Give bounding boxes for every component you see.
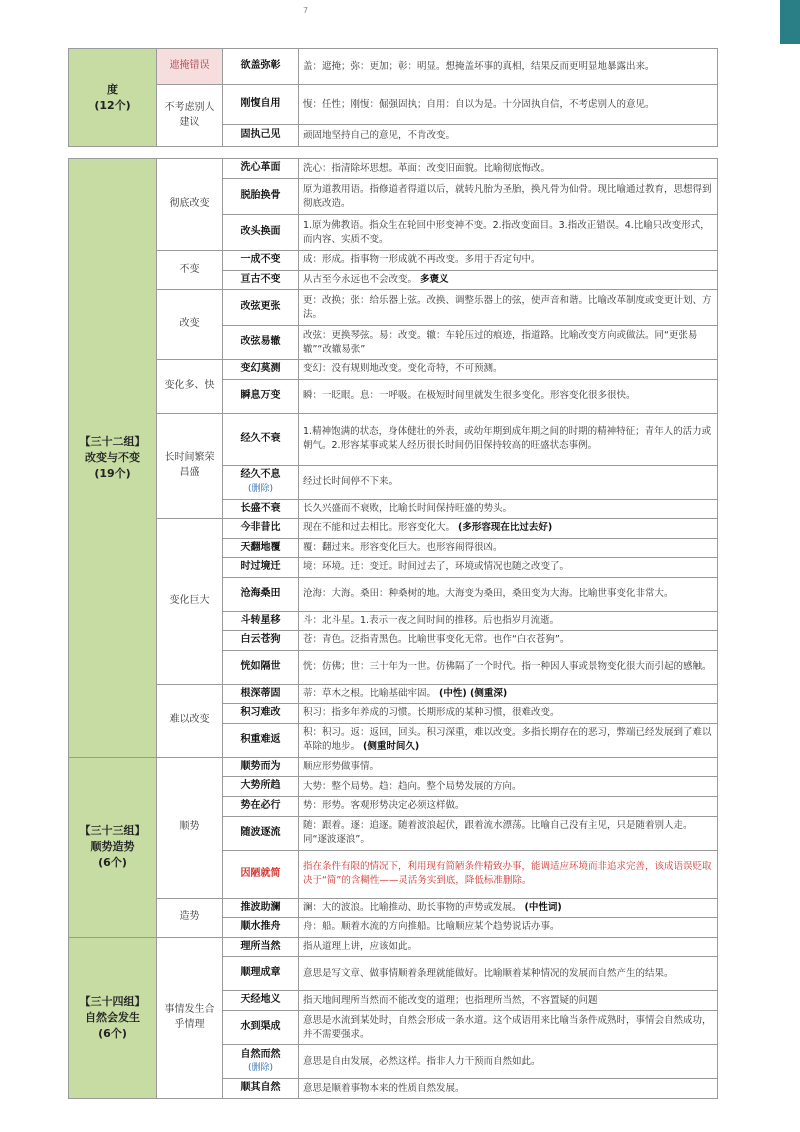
idiom: 推波助澜 (223, 898, 299, 918)
idiom: 白云苍狗 (223, 631, 299, 651)
definition: 积习：指多年养成的习惯。长期形成的某种习惯，很难改变。 (299, 704, 718, 724)
idiom: 顺其自然 (223, 1079, 299, 1099)
category-cell: 变化巨大 (157, 519, 223, 685)
definition: 意思是水流到某处时，自然会形成一条水道。这个成语用来比喻当条件成熟时，事情会自然成功，并不需要强求。 (299, 1011, 718, 1045)
group-count: (12个) (94, 98, 131, 112)
definition: 成：形成。指事物一形成就不再改变。多用于否定句中。 (299, 251, 718, 271)
idiom-text: 自然而然 (240, 1048, 281, 1060)
idiom: 今非昔比 (223, 519, 299, 539)
category-cell: 顺势 (157, 757, 223, 898)
idiom: 固执己见 (223, 125, 299, 147)
idiom: 恍如隔世 (223, 650, 299, 684)
definition: 改弦：更换琴弦。易：改变。辙：车轮压过的痕迹，指道路。比喻改变方向或做法。同“更张易辙”“改辙易张” (299, 326, 718, 360)
note: (侧重时间久) (363, 741, 420, 752)
category-cell: 变化多、快 (157, 360, 223, 414)
definition (299, 270, 718, 290)
definition-text: 蒂：草木之根。比喻基础牢固。 (303, 687, 437, 699)
idiom: 洗心革面 (223, 159, 299, 179)
category-cell: 事情发生合乎情理 (157, 937, 223, 1099)
page-mark: 7 (303, 6, 309, 15)
category-cell: 彻底改变 (157, 159, 223, 251)
definition-text: 澜：大的波浪。比喻推动、助长事物的声势或发展。 (303, 901, 522, 913)
note: (多形容现在比过去好) (458, 522, 553, 534)
group-sub: 改变与不变 (85, 450, 140, 464)
idiom: 脱胎换骨 (223, 179, 299, 215)
idiom: 水到渠成 (223, 1011, 299, 1045)
definition: 顽固地坚持自己的意见，不肯改变。 (299, 125, 718, 147)
idiom: 因陋就简 (223, 850, 299, 898)
idiom: 改弦更张 (223, 290, 299, 326)
category-cell: 难以改变 (157, 684, 223, 757)
idiom: 势在必行 (223, 797, 299, 817)
note: (中性) (侧重深) (439, 687, 508, 699)
group-sub: 自然会发生 (85, 1010, 140, 1024)
group-sub: 顺势造势 (90, 840, 135, 854)
definition: 势：形势。客观形势决定必须这样做。 (299, 797, 718, 817)
definition: 指从道理上讲，应该如此。 (299, 937, 718, 957)
idiom: 变幻莫测 (223, 360, 299, 380)
definition: 指天地间理所当然而不能改变的道理；也指理所当然，不容置疑的问题 (299, 991, 718, 1011)
idiom: 根深蒂固 (223, 684, 299, 704)
definition: 1.精神饱满的状态，身体健壮的外表，或幼年期到成年期之间的时期的精神特征；青年人的活力或朝气。2.形容某事或某人经历很长时间仍旧保持较高的旺盛状态事例。 (299, 413, 718, 465)
side-tab (780, 0, 800, 44)
note: 多褒义 (420, 273, 449, 285)
idiom: 时过境迁 (223, 558, 299, 578)
idiom: 天经地义 (223, 991, 299, 1011)
definition: 瞬：一眨眼。息：一呼吸。在极短时间里就发生很多变化。形容变化很多很快。 (299, 379, 718, 413)
group-label: 度 (107, 82, 118, 96)
table-top (68, 48, 718, 147)
delete-note: (删除) (247, 1063, 274, 1074)
definition: 盖：遮掩；弥：更加；彰：明显。想掩盖坏事的真相，结果反而更明显地暴露出来。 (299, 49, 718, 85)
note: (中性词) (524, 901, 562, 913)
group-cell (69, 49, 157, 147)
idiom: 积习难改 (223, 704, 299, 724)
definition: 恍：仿佛；世：三十年为一世。仿佛隔了一个时代。指一种因人事或景物变化很大而引起的感触。 (299, 650, 718, 684)
idiom: 改弦易辙 (223, 326, 299, 360)
category-cell: 不变 (157, 251, 223, 290)
definition: 顺应形势做事情。 (299, 757, 718, 777)
definition: 更：改换；张：给乐器上弦。改换、调整乐器上的弦，使声音和谐。比喻改革制度或变更计划、方法。 (299, 290, 718, 326)
idiom: 沧海桑田 (223, 577, 299, 611)
definition (299, 898, 718, 918)
definition: 随：跟着。逐：追逐。随着波浪起伏，跟着流水漂荡。比喻自己没有主见，只是随着别人走。同“逐波逐浪”。 (299, 816, 718, 850)
idiom: 大势所趋 (223, 777, 299, 797)
group-label: 【三十四组】 (79, 994, 146, 1008)
group-count: (19个) (94, 466, 131, 480)
idiom: 瞬息万变 (223, 379, 299, 413)
category-cell: 不考虑别人建议 (157, 85, 223, 147)
idiom: 改头换面 (223, 215, 299, 251)
idiom (223, 465, 299, 499)
definition (299, 723, 718, 757)
definition-text: 积：积习。返：返回，回头。积习深重，难以改变。多指长期存在的恶习，弊端已经发展到了难以革除的地步。 (303, 727, 712, 752)
category-cell: 遮掩错误 (157, 49, 223, 85)
idiom: 天翻地覆 (223, 538, 299, 558)
definition: 意思是顺着事物本来的性质自然发展。 (299, 1079, 718, 1099)
idiom: 经久不衰 (223, 413, 299, 465)
definition: 境：环境。迁：变迁。时间过去了，环境或情况也随之改变了。 (299, 558, 718, 578)
delete-note: (删除) (247, 483, 274, 494)
definition (299, 684, 718, 704)
definition: 经过长时间停不下来。 (299, 465, 718, 499)
idiom: 顺势而为 (223, 757, 299, 777)
definition-text: 从古至今永远也不会改变。 (303, 273, 418, 285)
group-label: 【三十三组】 (79, 824, 146, 838)
table-main (68, 158, 718, 1099)
definition: 意思是自由发展，必然这样。指非人力干预而自然如此。 (299, 1045, 718, 1079)
idiom: 斗转星移 (223, 611, 299, 631)
definition: 原为道教用语。指修道者得道以后，就转凡胎为圣胎，换凡骨为仙骨。现比喻通过教育，思想得到彻底改造。 (299, 179, 718, 215)
idiom: 刚愎自用 (223, 85, 299, 125)
idiom: 一成不变 (223, 251, 299, 271)
group-count: (6个) (98, 1026, 127, 1040)
definition: 沧海：大海。桑田：种桑树的地。大海变为桑田，桑田变为大海。比喻世事变化非常大。 (299, 577, 718, 611)
group-cell (69, 937, 157, 1099)
idiom-text: 经久不息 (240, 469, 281, 481)
idiom: 积重难返 (223, 723, 299, 757)
group-label: 【三十二组】 (79, 434, 146, 448)
idiom: 随波逐流 (223, 816, 299, 850)
idiom: 亘古不变 (223, 270, 299, 290)
definition: 愎：任性；刚愎：倔强固执；自用：自以为是。十分固执自信，不考虑别人的意见。 (299, 85, 718, 125)
definition: 舟：船。顺着水流的方向推船。比喻顺应某个趋势说话办事。 (299, 918, 718, 938)
category-cell: 改变 (157, 290, 223, 360)
idiom: 顺理成章 (223, 957, 299, 991)
idiom: 长盛不衰 (223, 499, 299, 519)
definition: 长久兴盛而不衰败，比喻长时间保持旺盛的势头。 (299, 499, 718, 519)
idiom: 顺水推舟 (223, 918, 299, 938)
group-count: (6个) (98, 855, 127, 869)
group-cell (69, 159, 157, 758)
definition: 1.原为佛教语。指众生在轮回中形变神不变。2.指改变面目。3.指改正错误。4.比喻只改变形式，而内容、实质不变。 (299, 215, 718, 251)
definition (299, 519, 718, 539)
definition: 斗：北斗星。1.表示一夜之间时间的推移。后也指岁月流逝。 (299, 611, 718, 631)
definition: 意思是写文章、做事情顺着条理就能做好。比喻顺着某种情况的发展而自然产生的结果。 (299, 957, 718, 991)
group-cell (69, 757, 157, 937)
definition: 大势：整个局势。趋：趋向。整个局势发展的方向。 (299, 777, 718, 797)
definition: 覆：翻过来。形容变化巨大。也形容闹得很凶。 (299, 538, 718, 558)
idiom: 理所当然 (223, 937, 299, 957)
definition: 洗心：指清除坏思想。革面：改变旧面貌。比喻彻底悔改。 (299, 159, 718, 179)
definition: 变幻：没有规则地改变。变化奇特，不可预测。 (299, 360, 718, 380)
definition-text: 现在不能和过去相比。形容变化大。 (303, 522, 456, 534)
category-cell: 长时间繁荣昌盛 (157, 413, 223, 519)
category-cell: 造势 (157, 898, 223, 937)
definition: 苍：青色。泛指青黑色。比喻世事变化无常。也作“白衣苍狗”。 (299, 631, 718, 651)
definition: 指在条件有限的情况下，利用现有简陋条件精致办事，能调适应环境而非追求完善，该成语误贬取决于“简”的含糊性——灵活务实到底，降低标准删除。 (299, 850, 718, 898)
idiom (223, 1045, 299, 1079)
idiom: 欲盖弥彰 (223, 49, 299, 85)
